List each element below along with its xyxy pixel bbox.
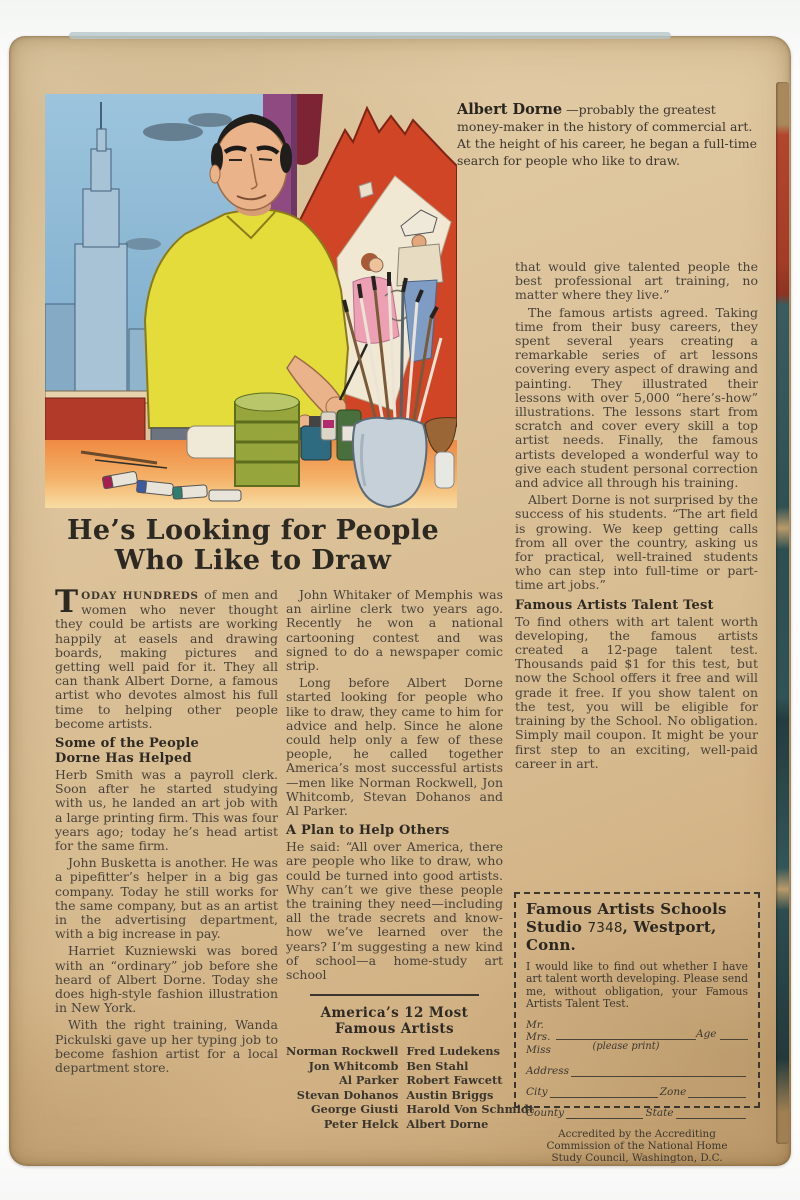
artist-row: George Giusti Harold Von Schmidt bbox=[310, 1102, 534, 1117]
state-input-line bbox=[676, 1107, 746, 1119]
coupon-school-address: Studio 7348, Westport, Conn. bbox=[526, 917, 717, 954]
left-column bbox=[55, 584, 278, 1078]
name-input-line bbox=[556, 1019, 696, 1040]
paragraph: Harriet Kuzniewski was bored with an “ordinary” job before she heard of Albert Dorne. Today she does high-style fashion illustration in New York. bbox=[55, 943, 278, 1016]
coupon-form bbox=[526, 1019, 748, 1165]
artist-row: Stevan Dohanos Austin Briggs bbox=[296, 1087, 494, 1102]
paragraph: TODAY HUNDREDS of men and women who never thought they could be artists are working happily at easels and drawing boards, making pictures and getting well paid for it. They all can thank Albert Dorne, a famous artist who devotes almost his full time to helping other people become artists. bbox=[55, 584, 278, 731]
artist-row: Peter Helck Albert Dorne bbox=[323, 1116, 489, 1131]
paragraph: Long before Albert Dorne started looking for people who like to draw, they came to him for advice and help. Since he alone could help only a few of these people, he called together America’s most successful artists —men like Norman Rockwell, Jon Whitcomb, Stevan Dohanos and Al Parker. bbox=[286, 675, 503, 819]
accreditation-note: Accredited by the Accrediting Commission of the National Home Study Council, Washington, D.C. bbox=[546, 1128, 728, 1165]
address-input-line bbox=[571, 1065, 746, 1077]
caption bbox=[457, 100, 761, 170]
county-input-line bbox=[566, 1107, 643, 1119]
coupon-school-name: Famous Artists Schools Studio 7348, Westport, Conn. bbox=[526, 901, 748, 955]
paragraph: that would give talented people the best professional art training, no matter where they live.” bbox=[515, 259, 758, 303]
comic-back-cover-page bbox=[9, 36, 791, 1166]
headline-line2: Who Like to Draw bbox=[114, 545, 392, 577]
headline bbox=[27, 516, 479, 576]
county-state-field-row: County State bbox=[526, 1107, 748, 1119]
right-column bbox=[515, 260, 758, 774]
zone-input-line bbox=[688, 1086, 746, 1098]
please-print-note: (please print) bbox=[592, 1040, 660, 1052]
caption-name: Albert Dorne bbox=[457, 101, 563, 118]
address-field-row: Address bbox=[526, 1065, 748, 1077]
middle-column bbox=[286, 587, 534, 1131]
artist-row: Norman Rockwell Fred Ludekens bbox=[286, 1044, 500, 1059]
famous-artists-list bbox=[286, 1044, 538, 1131]
paragraph: The famous artists agreed. Taking time from their busy careers, they spent several years creating a remarkable series of art lessons covering every aspect of drawing and painting. They illustrated their lessons with over 5,000 “here’s-how” illustrations. The lessons start from scratch and cover every skill a top artist needs. Finally, the famous artists developed a wonderful way to give each student personal correction and advice all through his training. bbox=[515, 304, 758, 491]
mail-in-coupon bbox=[514, 892, 760, 1165]
paragraph: John Busketta is another. He was a pipefitter’s helper in a big gas company. Today he still works for the same company, but as an artist in the advertising department, with a big increase in pay. bbox=[55, 855, 278, 942]
paragraph: Herb Smith was a payroll clerk. Soon after he started studying with us, he landed an art job with a large printing firm. This was four years ago; today he’s head artist for the same firm. bbox=[55, 767, 278, 854]
spine-edge-strip bbox=[776, 82, 789, 1144]
headline-line1: He’s Looking for People bbox=[66, 515, 440, 546]
paragraph: With the right training, Wanda Pickulski gave up her typing job to become fashion artist for a local department store. bbox=[55, 1017, 278, 1076]
green-tins bbox=[235, 393, 299, 486]
age-label: Age bbox=[696, 1027, 717, 1040]
section-divider bbox=[310, 994, 479, 996]
coupon-body-text: I would like to find out whether I have art talent worth developing. Please send me, without obligation, your Famous Artists Talent Test. bbox=[526, 959, 748, 1011]
city-input-line bbox=[550, 1086, 658, 1098]
artist-row: Jon Whitcomb Ben Stahl bbox=[308, 1058, 469, 1073]
age-input-line bbox=[720, 1019, 748, 1040]
paragraph: To find others with art talent worth developing, the famous artists created a 12-page talent test. Thousands paid $1 for this test, but now the School offers it free and will grade it free. If you show talent on the test, you will be eligible for training by the School. No obligation. Simply mail coupon. It might be your first step to an exciting, well-paid career in art. bbox=[515, 613, 758, 771]
name-field-row bbox=[526, 1019, 748, 1057]
artist-row: Al Parker Robert Fawcett bbox=[338, 1073, 503, 1088]
caption-text: —probably the greatest money-maker in the history of commercial art. At the height of his career, he began a full-time search for people who like to draw. bbox=[457, 102, 757, 168]
famous-artists-title: America’s 12 Most Famous Artists bbox=[320, 1005, 469, 1038]
salutation-labels: Mr. Mrs. Miss bbox=[526, 1018, 551, 1056]
paragraph: Albert Dorne is not surprised by the success of his students. “The art field is growing. We keep getting calls from all over the country, asking us for practical, well-trained students who can step into full-time or part-time art jobs.” bbox=[515, 492, 758, 593]
city-zone-field-row: City Zone bbox=[526, 1086, 748, 1098]
subhead-some-of-the-people: Some of the People Dorne Has Helped bbox=[55, 736, 199, 767]
subhead-a-plan-to-help-others: A Plan to Help Others bbox=[286, 823, 450, 839]
paragraph: He said: “All over America, there are people who like to draw, who could be turned into good artists. Why can’t we give these people the training they need—including all the trade secrets and know-how we’ve learned over the years? I’m suggesting a new kind of school—a home-study art school bbox=[286, 839, 503, 983]
cover-illustration bbox=[45, 94, 457, 508]
subhead-famous-artists-talent-test: Famous Artists Talent Test bbox=[515, 597, 714, 613]
ink-bottles bbox=[301, 410, 361, 460]
paragraph: John Whitaker of Memphis was an airline clerk two years ago. Recently he won a national cartooning contest and was signed to do a newspaper comic strip. bbox=[286, 587, 503, 674]
drop-cap: T bbox=[55, 584, 79, 620]
